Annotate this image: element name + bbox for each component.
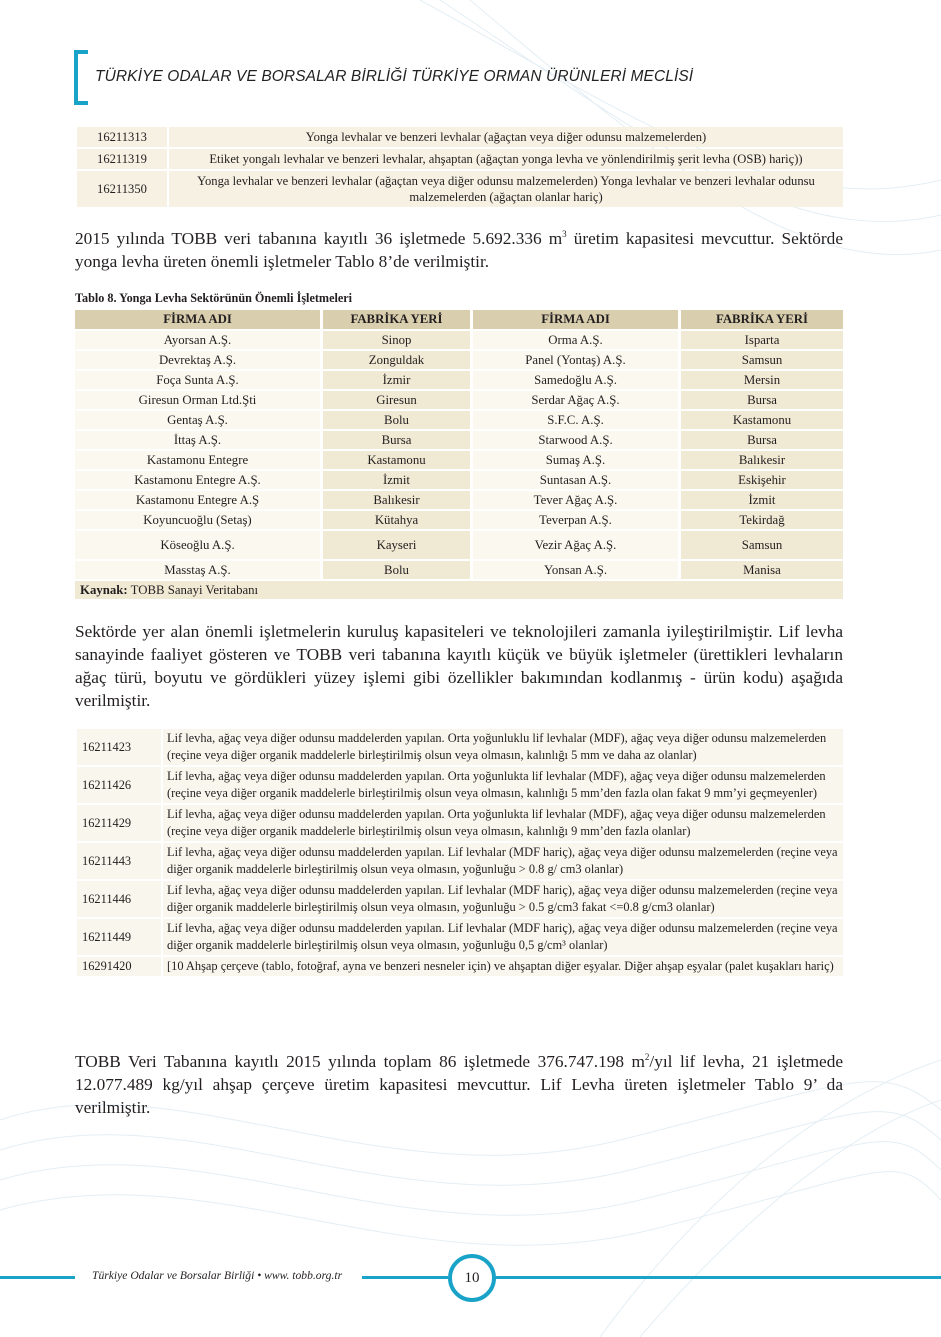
table-row xyxy=(77,843,843,879)
table-row xyxy=(77,127,843,147)
table-row xyxy=(75,471,843,491)
firma-name: Foça Sunta A.Ş. xyxy=(75,371,323,391)
table-row xyxy=(75,371,843,391)
fabrika-location: Kastamonu xyxy=(681,411,843,431)
firma-name: Gentaş A.Ş. xyxy=(75,411,323,431)
column-header-firma: FİRMA ADI xyxy=(473,310,681,331)
firma-name: Vezir Ağaç A.Ş. xyxy=(473,531,681,561)
header-title: TÜRKİYE ODALAR VE BORSALAR BİRLİĞİ TÜRKİYE ORMAN ÜRÜNLERİ MECLİSİ xyxy=(95,68,694,85)
firma-name: Panel (Yontaş) A.Ş. xyxy=(473,351,681,371)
column-header-fabrika: FABRİKA YERİ xyxy=(681,310,843,331)
table8-caption: Tablo 8. Yonga Levha Sektörünün Önemli İşletmeleri xyxy=(75,291,353,305)
firma-name: Starwood A.Ş. xyxy=(473,431,681,451)
table-row xyxy=(75,411,843,431)
table-row xyxy=(77,767,843,803)
firma-name: Sumaş A.Ş. xyxy=(473,451,681,471)
firma-name: Koyuncuoğlu (Setaş) xyxy=(75,511,323,531)
product-code: 16211350 xyxy=(77,171,167,207)
firma-name: Ayorsan A.Ş. xyxy=(75,331,323,351)
fabrika-location: Kütahya xyxy=(323,511,473,531)
fabrika-location: İzmit xyxy=(681,491,843,511)
firma-name: İttaş A.Ş. xyxy=(75,431,323,451)
table-row xyxy=(77,919,843,955)
paragraph-lif-intro: Sektörde yer alan önemli işletmelerin kuruluş kapasiteleri ve teknolojileri zamanla iyileştirilmiştir. Lif levha sanayinde faaliyet gösteren ve TOBB veri tabanına kayıtlı küçük ve büyük işletmeler (ürettikleri levhaların ağaç türü, boyutu ve gördükleri yüzey işlemi gibi özellikler bakımından kodlanmış - ürün kodu) aşağıda verilmiştir. xyxy=(75,622,843,710)
product-code-table-yonga xyxy=(75,125,845,209)
product-code: 16211429 xyxy=(77,805,161,841)
product-description: Yonga levhalar ve benzeri levhalar (ağaçtan veya diğer odunsu malzemelerden) Yonga levhalar ve benzeri levhalar odunsu malzemelerden (ağaçtan olanlar hariç) xyxy=(169,171,843,207)
firma-name: Devrektaş A.Ş. xyxy=(75,351,323,371)
product-description: Lif levha, ağaç veya diğer odunsu maddelerden yapılan. Lif levhalar (MDF hariç), ağaç veya diğer odunsu malzemelerden (reçine veya diğer organik maddelerle birleştirilmiş olsun veya olmasın, yoğunluğu > 0.8 g/ cm3 olanlar) xyxy=(163,843,843,879)
table-row xyxy=(75,511,843,531)
paragraph-yonga-capacity: 2015 yılında TOBB veri tabanına kayıtlı 36 işletmede 5.692.336 $m^3$ üretim kapasitesi mevcuttur. Sektörde yonga levha üreten önemli işletmeler Tablo 8’de verilmiştir. xyxy=(75,229,843,271)
fabrika-location: Balıkesir xyxy=(681,451,843,471)
firma-name: Masstaş A.Ş. xyxy=(75,561,323,581)
product-code-table-lif xyxy=(75,727,845,978)
table-row xyxy=(77,805,843,841)
column-header-fabrika: FABRİKA YERİ xyxy=(323,310,473,331)
fabrika-location: Isparta xyxy=(681,331,843,351)
fabrika-location: Eskişehir xyxy=(681,471,843,491)
firma-name: Kastamonu Entegre A.Ş xyxy=(75,491,323,511)
product-description: Lif levha, ağaç veya diğer odunsu maddelerden yapılan. Orta yoğunlukta lif levhalar (MDF), ağaç veya diğer odunsu malzemelerden (reçine veya diğer organik maddelerle birleştirilmiş olsun veya olmasın, kalınlığı 9 mm’den fazla olanlar) xyxy=(163,805,843,841)
product-description: Lif levha, ağaç veya diğer odunsu maddelerden yapılan. Lif levhalar (MDF hariç), ağaç veya diğer odunsu malzemelerden (reçine veya diğer organik maddelerle birleştirilmiş olsun veya olmasın, yoğunluğu > 0.5 g/cm3 fakat <=0.8 g/cm3 olanlar) xyxy=(163,881,843,917)
fabrika-location: Kastamonu xyxy=(323,451,473,471)
footer-rule xyxy=(362,1276,448,1279)
fabrika-location: Bolu xyxy=(323,561,473,581)
fabrika-location: Bursa xyxy=(681,391,843,411)
firma-name: S.F.C. A.Ş. xyxy=(473,411,681,431)
product-code: 16211446 xyxy=(77,881,161,917)
table-row xyxy=(75,431,843,451)
table8-source: Kaynak: TOBB Sanayi Veritabanı xyxy=(75,581,843,601)
footer-text: Türkiye Odalar ve Borsalar Birliği • www. tobb.org.tr xyxy=(92,1269,343,1282)
firma-name: Teverpan A.Ş. xyxy=(473,511,681,531)
table-row xyxy=(75,351,843,371)
column-header-firma: FİRMA ADI xyxy=(75,310,323,331)
table-row xyxy=(77,957,843,976)
fabrika-location: Samsun xyxy=(681,351,843,371)
firma-name: Köseoğlu A.Ş. xyxy=(75,531,323,561)
product-description: Etiket yongalı levhalar ve benzeri levhalar, ahşaptan (ağaçtan yonga levha ve yönlendirilmiş şerit levha (OSB) hariç)) xyxy=(169,149,843,169)
table-row xyxy=(75,331,843,351)
firma-name: Orma A.Ş. xyxy=(473,331,681,351)
product-code: 16211443 xyxy=(77,843,161,879)
header-bracket xyxy=(74,50,88,105)
product-code: 16211423 xyxy=(77,729,161,765)
product-description: Lif levha, ağaç veya diğer odunsu maddelerden yapılan. Orta yoğunluklu lif levhalar (MDF), ağaç veya diğer odunsu malzemelerden (reçine veya diğer organik maddelerle birleştirilmiş olsun veya olmasın, kalınlığı 5 mm ve daha az olanlar) xyxy=(163,729,843,765)
firma-name: Yonsan A.Ş. xyxy=(473,561,681,581)
firma-name: Kastamonu Entegre xyxy=(75,451,323,471)
product-code: 16291420 xyxy=(77,957,161,976)
paragraph-lif-capacity: TOBB Veri Tabanına kayıtlı 2015 yılında toplam 86 işletmede 376.747.198 $m^2$/yıl lif levha, 21 işletmede 12.077.489 kg/yıl ahşap çerçeve üretim kapasitesi mevcuttur. Lif Levha üreten işletmeler Tablo 9’ da verilmiştir. xyxy=(75,1052,843,1117)
firma-name: Kastamonu Entegre A.Ş. xyxy=(75,471,323,491)
fabrika-location: Tekirdağ xyxy=(681,511,843,531)
page-number: 10 xyxy=(448,1254,496,1302)
product-code: 16211449 xyxy=(77,919,161,955)
firma-name: Giresun Orman Ltd.Şti xyxy=(75,391,323,411)
fabrika-location: Bolu xyxy=(323,411,473,431)
fabrika-location: Balıkesir xyxy=(323,491,473,511)
firma-name: Samedoğlu A.Ş. xyxy=(473,371,681,391)
fabrika-location: İzmit xyxy=(323,471,473,491)
product-description: [10 Ahşap çerçeve (tablo, fotoğraf, ayna ve benzeri nesneler için) ve ahşaptan diğer eşyalar. Diğer ahşap eşyalar (palet kuşakları hariç) xyxy=(163,957,843,976)
product-description: Yonga levhalar ve benzeri levhalar (ağaçtan veya diğer odunsu malzemelerden) xyxy=(169,127,843,147)
firma-name: Suntasan A.Ş. xyxy=(473,471,681,491)
fabrika-location: Mersin xyxy=(681,371,843,391)
fabrika-location: Manisa xyxy=(681,561,843,581)
fabrika-location: Kayseri xyxy=(323,531,473,561)
table-row xyxy=(75,531,843,561)
table8-yonga-companies xyxy=(75,310,843,601)
table-row xyxy=(77,149,843,169)
table-row xyxy=(75,561,843,581)
product-description: Lif levha, ağaç veya diğer odunsu maddelerden yapılan. Orta yoğunlukta lif levhalar (MDF), ağaç veya diğer odunsu malzemelerden (reçine veya diğer organik maddelerle birleştirilmiş olsun veya olmasın, kalınlığı 5 mm’den fazla olan fakat 9 mm’yi geçmeyenler) xyxy=(163,767,843,803)
firma-name: Tever Ağaç A.Ş. xyxy=(473,491,681,511)
table-row xyxy=(75,491,843,511)
footer-rule xyxy=(0,1276,75,1279)
table-row xyxy=(77,171,843,207)
fabrika-location: Samsun xyxy=(681,531,843,561)
fabrika-location: Sinop xyxy=(323,331,473,351)
firma-name: Serdar Ağaç A.Ş. xyxy=(473,391,681,411)
table-row xyxy=(77,881,843,917)
table-row xyxy=(77,729,843,765)
fabrika-location: Giresun xyxy=(323,391,473,411)
table-row xyxy=(75,391,843,411)
product-description: Lif levha, ağaç veya diğer odunsu maddelerden yapılan. Lif levhalar (MDF hariç), ağaç veya diğer odunsu malzemelerden (reçine veya diğer organik maddelerle birleştirilmiş olsun veya olmasın, yoğunluğu 0,5 g/cm³ olanlar) xyxy=(163,919,843,955)
fabrika-location: Bursa xyxy=(323,431,473,451)
table-row xyxy=(75,451,843,471)
product-code: 16211426 xyxy=(77,767,161,803)
fabrika-location: Bursa xyxy=(681,431,843,451)
product-code: 16211319 xyxy=(77,149,167,169)
footer-rule xyxy=(494,1276,941,1279)
fabrika-location: İzmir xyxy=(323,371,473,391)
product-code: 16211313 xyxy=(77,127,167,147)
fabrika-location: Zonguldak xyxy=(323,351,473,371)
